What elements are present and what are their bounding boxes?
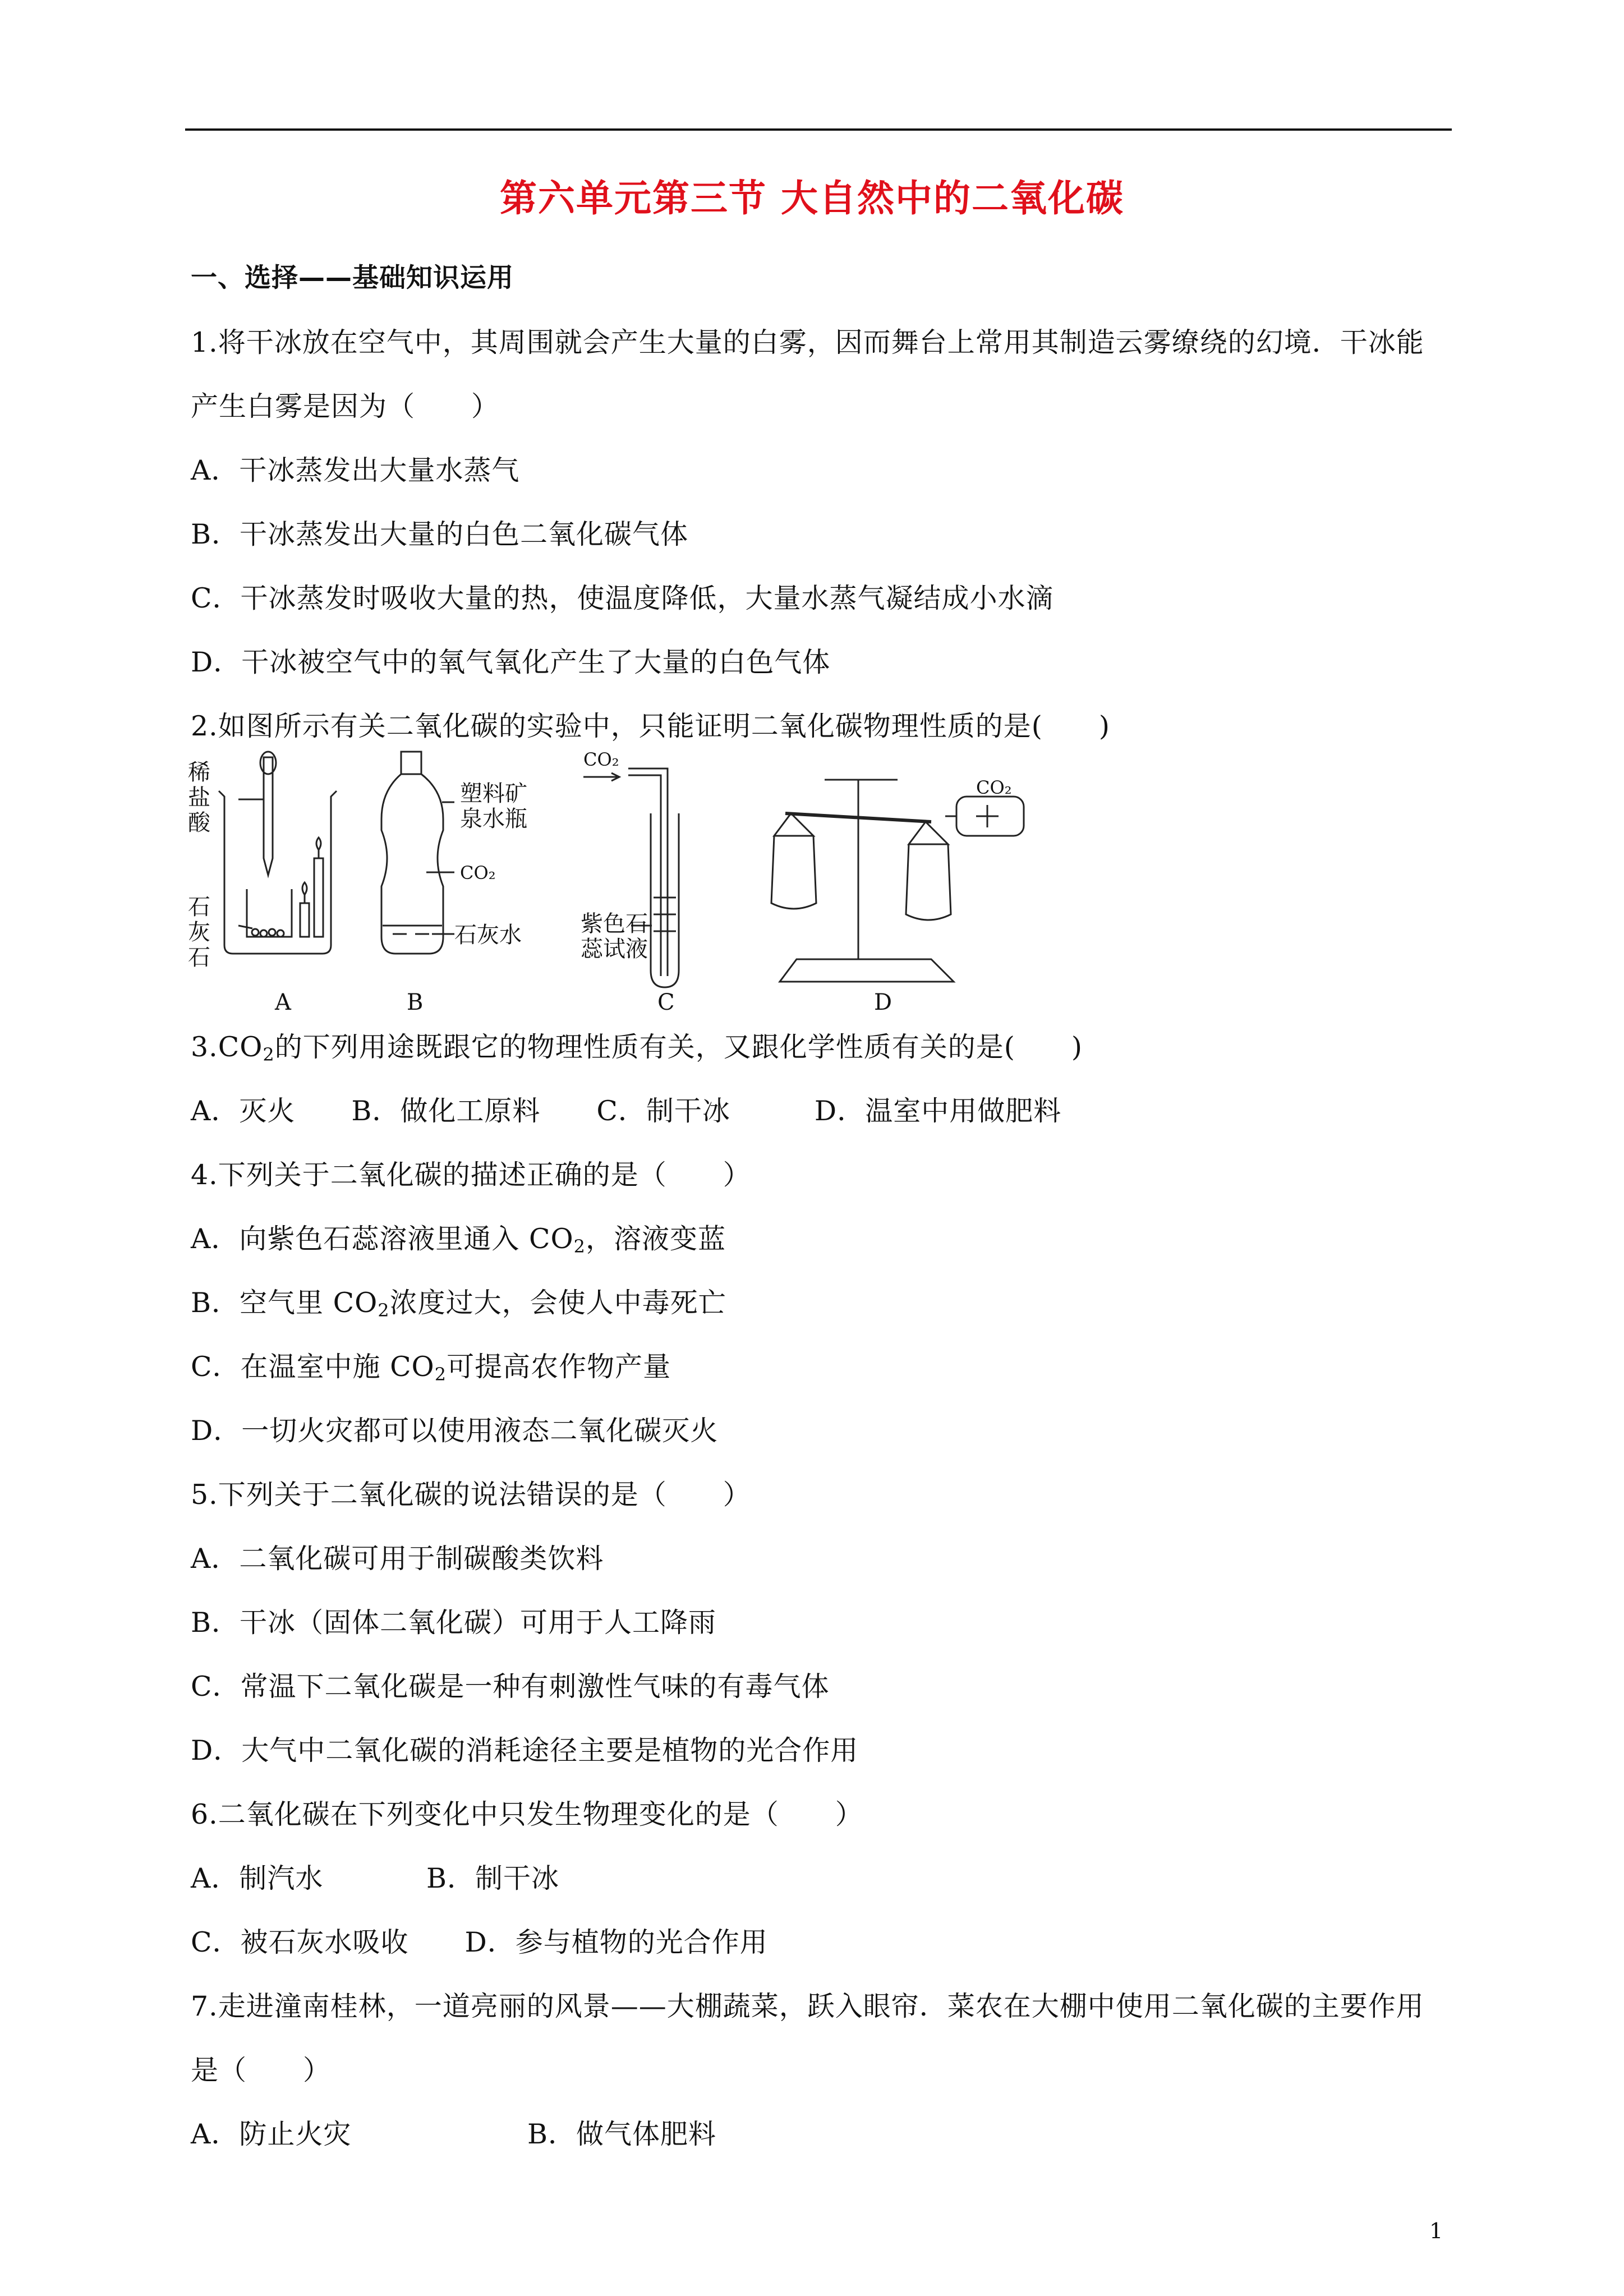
- q3-options: [191, 1089, 1061, 1129]
- q7-stem-line1: 7.走进潼南桂林，一道亮丽的风景——大棚蔬菜，跃入眼帘．菜农在大棚中使用二氧化碳的主要作用: [191, 1990, 1424, 2022]
- q4-option-a: A．向紫色石蕊溶液里通入 $CO_2$，溶液变蓝: [191, 1223, 726, 1257]
- q1-option-d: D．干冰被空气中的氧气氧化产生了大量的白色气体: [191, 646, 831, 678]
- fig-c-label2: 蕊试液: [581, 936, 648, 962]
- fig-caption-a: A: [275, 990, 291, 1015]
- fig-a-side1: 稀: [188, 760, 210, 785]
- q6-option-d: D．参与植物的光合作用: [464, 1926, 768, 1958]
- q1-option-a: A．干冰蒸发出大量水蒸气: [191, 454, 520, 486]
- q3-option-c: C．制干冰: [596, 1095, 730, 1127]
- q7-option-a: A．防止火灾: [191, 2118, 352, 2150]
- q1-stem-line2: 产生白雾是因为（ ）: [191, 390, 500, 422]
- q5-option-b: B．干冰（固体二氧化碳）可用于人工降雨: [191, 1607, 717, 1639]
- q5-option-d: D．大气中二氧化碳的消耗途径主要是植物的光合作用: [191, 1734, 859, 1766]
- figure-b-bottle: [381, 752, 454, 954]
- q4-option-b: B．空气里 $CO_2$浓度过大，会使人中毒死亡: [191, 1287, 726, 1321]
- q5-option-c: C．常温下二氧化碳是一种有刺激性气味的有毒气体: [191, 1671, 830, 1703]
- q3-option-a: A．灭火: [191, 1095, 296, 1127]
- section-heading: 一、选择——基础知识运用: [191, 263, 514, 293]
- q5-stem: 5.下列关于二氧化碳的说法错误的是（ ）: [191, 1479, 751, 1511]
- figure-d-balance: [771, 780, 1024, 982]
- fig-a-side5: 灰: [188, 919, 210, 945]
- fig-b-co2: CO₂: [460, 862, 496, 884]
- fig-a-side4: 石: [188, 894, 210, 920]
- q7-option-b: B．做气体肥料: [527, 2118, 717, 2150]
- fig-a-side2: 盐: [188, 785, 210, 811]
- fig-b-lime: 石灰水: [454, 922, 522, 948]
- q4-option-c: C．在温室中施 $CO_2$可提高农作物产量: [191, 1351, 671, 1385]
- q6-option-b: B．制干冰: [426, 1862, 560, 1894]
- fig-b-label2: 泉水瓶: [460, 806, 527, 832]
- q2-experiment-figure: [185, 746, 1060, 1015]
- q6-option-a: A．制汽水: [191, 1862, 324, 1894]
- q7-options: [191, 2113, 716, 2152]
- fig-a-side3: 酸: [188, 810, 210, 836]
- q3-option-b: B．做化工原料: [351, 1095, 541, 1127]
- fig-caption-d: D: [874, 990, 892, 1015]
- q3-stem: $3.CO_2$的下列用途既跟它的物理性质有关，又跟化学性质有关的是( ): [191, 1031, 1083, 1065]
- fig-c-label1: 紫色石: [581, 911, 648, 937]
- fig-d-co2: CO₂: [976, 777, 1012, 798]
- fig-caption-c: C: [657, 990, 675, 1015]
- q4-option-d: D．一切火灾都可以使用液态二氧化碳灭火: [191, 1415, 719, 1447]
- q3-option-d: D．温室中用做肥料: [814, 1095, 1062, 1127]
- fig-caption-b: B: [407, 990, 424, 1015]
- q1-option-b: B．干冰蒸发出大量的白色二氧化碳气体: [191, 518, 689, 550]
- fig-b-label1: 塑料矿: [460, 781, 527, 807]
- q4-stem: 4.下列关于二氧化碳的描述正确的是（ ）: [191, 1159, 751, 1191]
- q6-options-row2: [191, 1921, 768, 1960]
- q2-stem: 2.如图所示有关二氧化碳的实验中，只能证明二氧化碳物理性质的是( ): [191, 710, 1110, 742]
- q6-stem: 6.二氧化碳在下列变化中只发生物理变化的是（ ）: [191, 1798, 863, 1830]
- page-number: 1: [1429, 2219, 1443, 2243]
- q6-options-row1: [191, 1857, 559, 1896]
- fig-c-co2: CO₂: [583, 749, 619, 770]
- q1-option-c: C．干冰蒸发时吸收大量的热，使温度降低，大量水蒸气凝结成小水滴: [191, 582, 1054, 614]
- page-title: 第六单元第三节 大自然中的二氧化碳: [500, 177, 1124, 220]
- q1-stem-line1: 1.将干冰放在空气中，其周围就会产生大量的白雾，因而舞台上常用其制造云雾缭绕的幻境．干冰能: [191, 326, 1424, 358]
- q5-option-a: A．二氧化碳可用于制碳酸类饮料: [191, 1543, 604, 1575]
- q6-option-c: C．被石灰水吸收: [191, 1926, 409, 1958]
- fig-a-side6: 石: [188, 945, 210, 970]
- q7-stem-line2: 是（ ）: [191, 2054, 332, 2086]
- figure-a-beaker: [219, 752, 337, 954]
- header-rule: [185, 128, 1452, 131]
